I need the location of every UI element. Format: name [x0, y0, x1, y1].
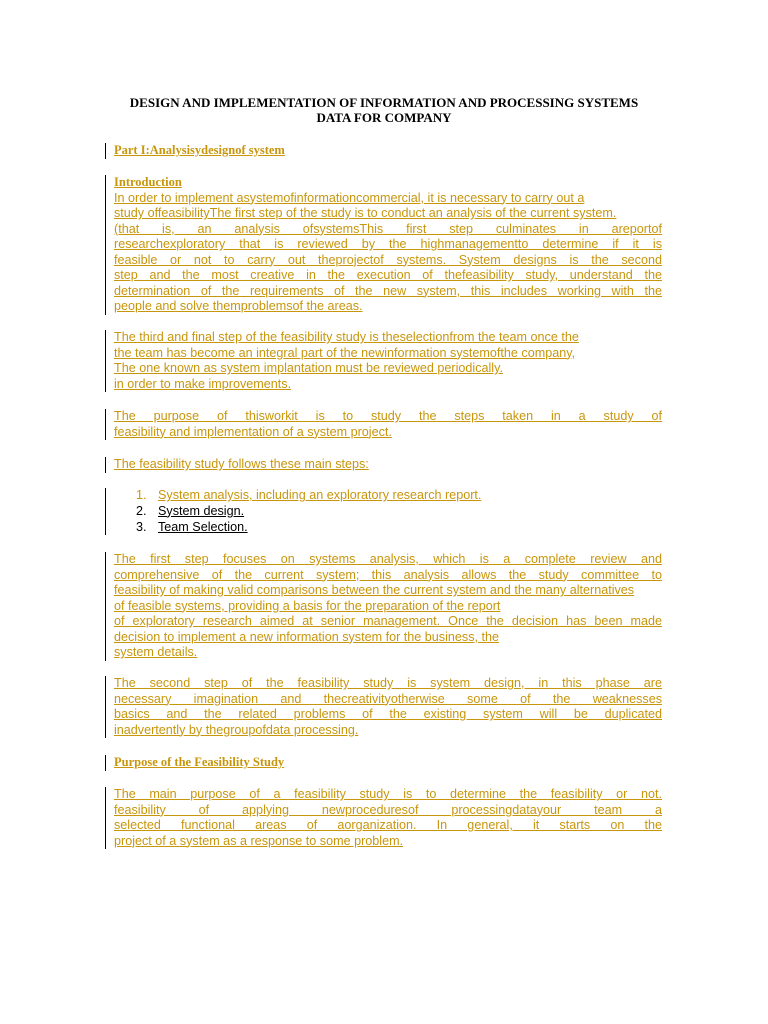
- list-item-text: System analysis, including an exploratory research report.: [158, 488, 482, 502]
- paragraph-line: selected functional areas of aorganization. In general, it starts on the: [114, 818, 662, 832]
- paragraph-line: The purpose of thisworkit is to study the steps taken in a study of: [114, 409, 662, 423]
- list-item-number: 3.: [136, 519, 147, 534]
- intro-line: step and the most creative in the execution of thefeasibility study, understand the: [114, 268, 662, 282]
- paragraph-line: The third and final step of the feasibility study is theselectionfrom the team once the: [114, 330, 579, 344]
- paragraph-line: The second step of the feasibility study is system design, in this phase are: [114, 676, 662, 690]
- first-step-paragraph: [105, 552, 680, 661]
- list-item-number: 1.: [136, 488, 147, 502]
- purpose-heading-block: [105, 755, 284, 771]
- list-item-text: System design.: [158, 503, 245, 518]
- intro-line: feasible or not to carry out theprojectof systems. System designs is the second: [114, 252, 662, 267]
- list-item: [136, 520, 481, 536]
- list-item-number: 2.: [136, 503, 147, 518]
- paragraph-line: feasibility of applying newproceduresof processingdatayour team a: [114, 802, 662, 817]
- intro-line: researchexploratory that is reviewed by the highmanagementto determine if it is: [114, 237, 662, 251]
- steps-intro-paragraph: [105, 457, 662, 473]
- paragraph-line: the team has become an integral part of the newinformation systemofthe company,: [114, 345, 576, 360]
- introduction-block: [105, 175, 662, 315]
- paragraph-line: The feasibility study follows these main steps:: [114, 457, 369, 471]
- title-line-1: DESIGN AND IMPLEMENTATION OF INFORMATION AND PROCESSING SYSTEMS: [129, 95, 639, 110]
- purpose-paragraph: [105, 409, 662, 440]
- list-item: [136, 488, 481, 504]
- list-item: [136, 504, 481, 520]
- intro-line: (that is, an analysis ofsystemsThis first step culminates in areportof: [114, 221, 662, 236]
- paragraph-line: of exploratory research aimed at senior management. Once the decision has been made: [114, 614, 662, 628]
- intro-line: determination of the requirements of the new system, this includes working with the: [114, 283, 662, 298]
- paragraph-line: comprehensive of the current system; this analysis allows the study committee to: [114, 567, 662, 582]
- paragraph-line: decision to implement a new information system for the business, the: [114, 629, 499, 644]
- steps-list: [105, 488, 481, 535]
- part1-block: [105, 143, 285, 159]
- paragraph-line: basics and the related problems of the existing system will be duplicated: [114, 707, 662, 721]
- intro-line: study offeasibilityThe first step of the study is to conduct an analysis of the current system.: [114, 206, 617, 220]
- paragraph-line: system details.: [114, 645, 198, 659]
- paragraph-line: The first step focuses on systems analysis, which is a complete review and: [114, 552, 662, 566]
- document-title: [60, 95, 708, 125]
- second-step-paragraph: [105, 676, 662, 738]
- paragraph-line: inadvertently by thegroupofdata processing.: [114, 722, 359, 737]
- main-purpose-paragraph: [105, 787, 662, 849]
- intro-line: In order to implement asystemofinformationcommercial, it is necessary to carry out a: [114, 190, 585, 205]
- list-item-text: Team Selection.: [158, 519, 248, 534]
- paragraph-line: project of a system as a response to some problem.: [114, 833, 404, 848]
- paragraph-line: necessary imagination and thecreativityotherwise some of the weaknesses: [114, 691, 662, 706]
- intro-line: people and solve themproblemsof the areas.: [114, 299, 363, 313]
- paragraph-line: feasibility of making valid comparisons between the current system and the many alternatives: [114, 583, 635, 597]
- third-step-paragraph: [105, 330, 662, 392]
- part1-heading: Part I:Analysisydesignof system: [114, 143, 285, 157]
- introduction-heading: Introduction: [114, 175, 182, 189]
- paragraph-line: The main purpose of a feasibility study is to determine the feasibility or not.: [114, 787, 662, 801]
- paragraph-line: in order to make improvements.: [114, 376, 292, 391]
- paragraph-line: of feasible systems, providing a basis for the preparation of the report: [114, 598, 501, 613]
- title-line-2: DATA FOR COMPANY: [316, 110, 452, 125]
- purpose-heading: Purpose of the Feasibility Study: [114, 755, 285, 769]
- paragraph-line: The one known as system implantation must be reviewed periodically.: [114, 361, 503, 375]
- paragraph-line: feasibility and implementation of a system project.: [114, 424, 392, 439]
